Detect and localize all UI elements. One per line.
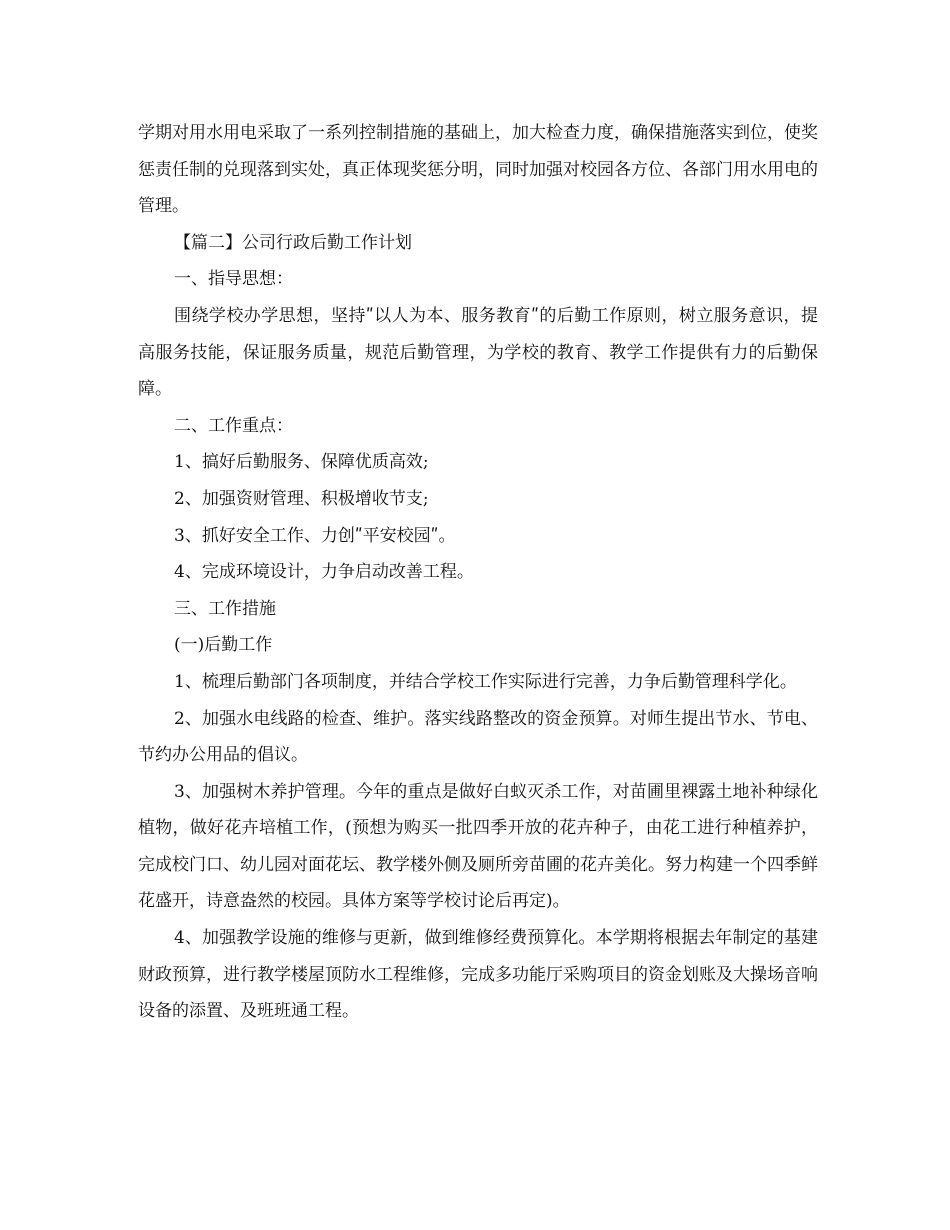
list-item-focus-1: 1、搞好后勤服务、保障优质高效; <box>174 452 429 473</box>
list-item-measure-4: 4、加强教学设施的维修与更新，做到维修经费预算化。本学期将根据去年制定的基建财政预算，进行教学楼屋顶防水工程维修，完成多功能厅采购项目的资金划账及大操场音响设备的添置、及班班通工程。 <box>138 928 818 1022</box>
paragraph-continuation: 学期对用水用电采取了一系列控制措施的基础上，加大检查力度，确保措施落实到位，使奖惩责任制的兑现落到实处，真正体现奖惩分明，同时加强对校园各方位、各部门用水用电的管理。 <box>138 123 818 217</box>
heading-work-focus: 二、工作重点： <box>174 415 293 436</box>
paragraph-guiding-ideology: 围绕学校办学思想，坚持ʺ以人为本、服务教育ʺ的后勤工作原则，树立服务意识，提高服务技能，保证服务质量，规范后勤管理，为学校的教育、教学工作提供有力的后勤保障。 <box>138 305 818 400</box>
list-item-focus-2: 2、加强资财管理、积极增收节支; <box>174 488 429 509</box>
heading-work-measures: 三、工作措施 <box>174 598 276 619</box>
document-body <box>138 115 818 1030</box>
section-heading-part-two: 【篇二】公司行政后勤工作计划 <box>174 232 412 253</box>
list-item-measure-1: 1、梳理后勤部门各项制度，并结合学校工作实际进行完善，力争后勤管理科学化。 <box>174 671 797 692</box>
list-item-focus-4: 4、完成环境设计，力争启动改善工程。 <box>174 562 474 583</box>
list-item-focus-3: 3、抓好安全工作、力创ʺ平安校园ʺ。 <box>174 525 456 546</box>
heading-guiding-ideology: 一、指导思想： <box>174 269 293 290</box>
list-item-measure-3: 3、加强树木养护管理。今年的重点是做好白蚁灭杀工作，对苗圃里裸露土地补种绿化植物，做好花卉培植工作，(预想为购买一批四季开放的花卉种子，由花工进行种植养护，完成校门口、幼儿园对面花坛、教学楼外侧及厕所旁苗圃的花卉美化。努力构建一个四季鲜花盛开，诗意盎然的校园。具体方案等学校讨论后再定)。 <box>138 781 818 912</box>
subheading-logistics-work: (一)后勤工作 <box>174 635 273 656</box>
list-item-measure-2: 2、加强水电线路的检查、维护。落实线路整改的资金预算。对师生提出节水、节电、节约办公用品的倡议。 <box>138 708 818 766</box>
